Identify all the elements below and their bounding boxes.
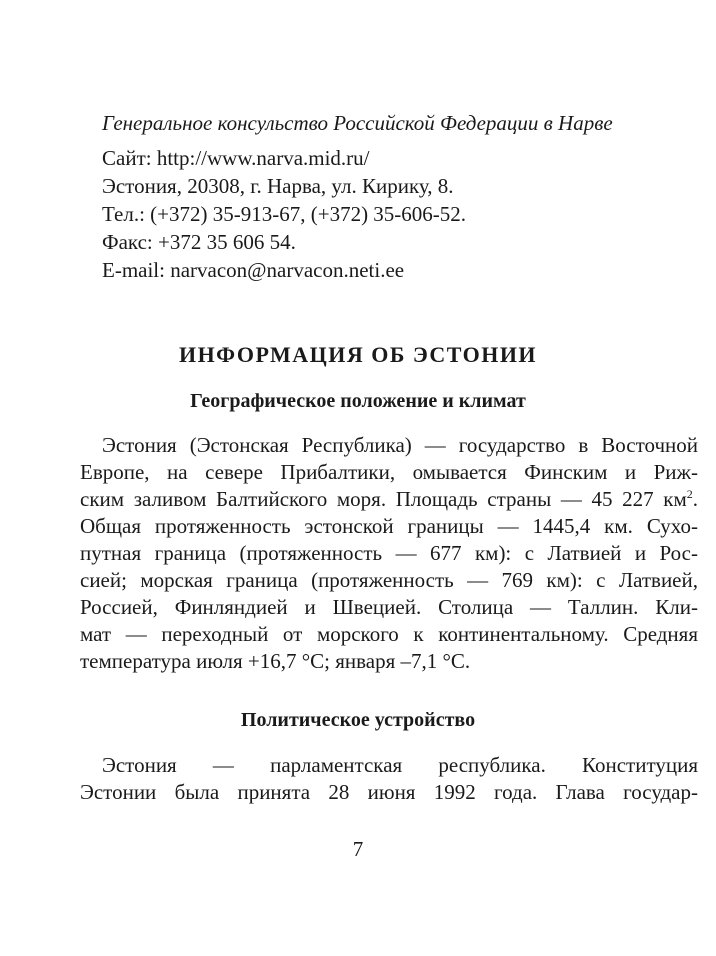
area-superscript: 2 bbox=[686, 487, 693, 501]
area-text: ским заливом Балтийского моря. Площадь страны — 45 227 км bbox=[80, 487, 687, 511]
main-heading: ИНФОРМАЦИЯ ОБ ЭСТОНИИ bbox=[178, 342, 538, 367]
paragraph-line: сией; морская граница (протяженность — 769 км): с Латвией, bbox=[80, 568, 698, 592]
paragraph-line: Эстонии была принята 28 июня 1992 года. Глава государ- bbox=[80, 780, 698, 804]
area-period: . bbox=[692, 487, 698, 511]
paragraph-line: Эстония (Эстонская Республика) — государство в Восточной bbox=[102, 433, 698, 457]
paragraph-line bbox=[80, 486, 698, 512]
consulate-email: E-mail: narvacon@narvacon.neti.ee bbox=[102, 258, 405, 282]
politics-heading: Политическое устройство bbox=[240, 709, 476, 731]
paragraph-line: мат — переходный от морского к континентальному. Средняя bbox=[80, 622, 698, 646]
consulate-phone: Тел.: (+372) 35-913-67, (+372) 35-606-52. bbox=[102, 202, 467, 226]
consulate-address: Эстония, 20308, г. Нарва, ул. Кирику, 8. bbox=[102, 174, 454, 198]
geo-heading: Географическое положение и климат bbox=[190, 390, 526, 412]
paragraph-line: температура июля +16,7 °С; января –7,1 °С. bbox=[80, 649, 471, 673]
paragraph-line: Общая протяженность эстонской границы — 1445,4 км. Сухо- bbox=[80, 514, 698, 538]
page-number: 7 bbox=[352, 837, 364, 861]
consulate-site: Сайт: http://www.narva.mid.ru/ bbox=[102, 146, 370, 170]
paragraph-line: Эстония — парламентская республика. Конституция bbox=[102, 753, 698, 777]
paragraph-line: путная граница (протяженность — 677 км): с Латвией и Рос- bbox=[80, 541, 698, 565]
consulate-fax: Факс: +372 35 606 54. bbox=[102, 230, 296, 254]
consulate-title: Генеральное консульство Российской Федерации в Нарве bbox=[102, 111, 613, 135]
paragraph-line: Россией, Финляндией и Швецией. Столица — Таллин. Кли- bbox=[80, 595, 698, 619]
paragraph-line: Европе, на севере Прибалтики, омывается Финским и Риж- bbox=[80, 460, 698, 484]
